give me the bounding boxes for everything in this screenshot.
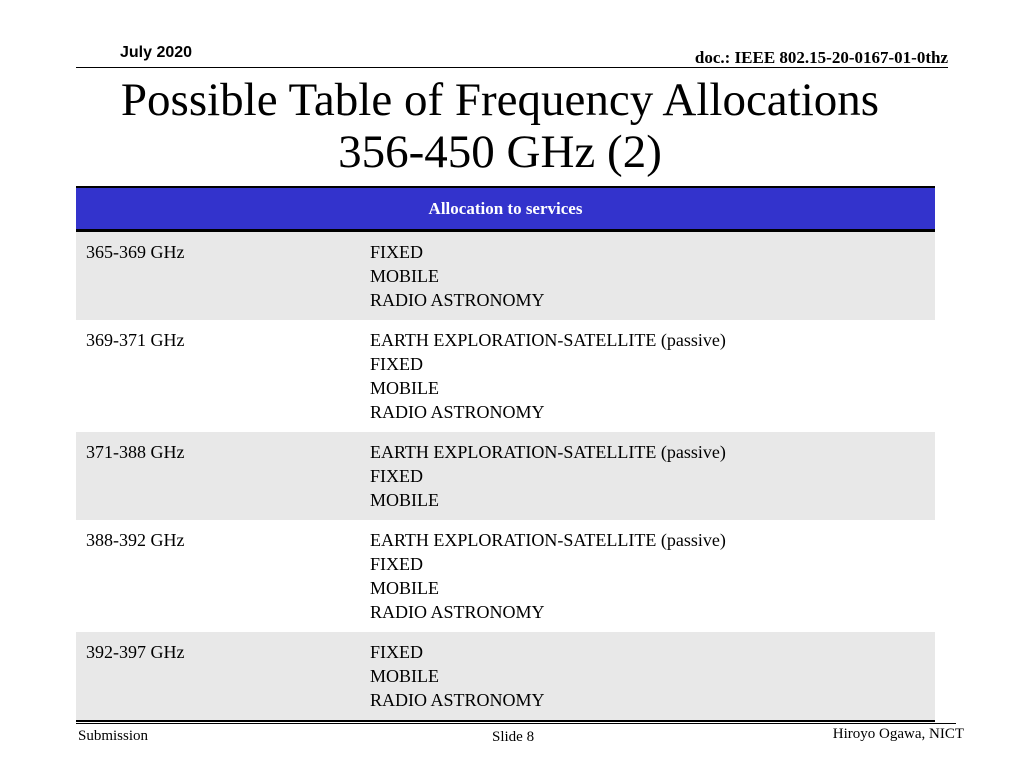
- services-cell: [350, 432, 935, 520]
- service-item: MOBILE: [370, 266, 439, 286]
- service-item: MOBILE: [370, 378, 439, 398]
- footer-slide-number: Slide 8: [492, 729, 535, 745]
- service-item: MOBILE: [370, 666, 439, 686]
- frequency-cell: 365-369 GHz: [76, 231, 350, 321]
- service-item: FIXED: [370, 466, 423, 486]
- service-item: EARTH EXPLORATION-SATELLITE (passive): [370, 330, 726, 350]
- table-row: [76, 632, 935, 721]
- service-item: RADIO ASTRONOMY: [370, 402, 545, 422]
- allocation-table: [76, 186, 935, 722]
- service-item: EARTH EXPLORATION-SATELLITE (passive): [370, 442, 726, 462]
- allocation-table-container: [76, 186, 935, 722]
- header-divider: [76, 67, 948, 68]
- header-doc-id: doc.: IEEE 802.15-20-0167-01-0thz: [694, 48, 948, 67]
- slide-title-line-2: 356-450 GHz (2): [338, 126, 662, 178]
- slide-title-line-1: Possible Table of Frequency Allocations: [120, 74, 880, 126]
- services-cell: [350, 632, 935, 721]
- footer-author: Hiroyo Ogawa, NICT: [832, 726, 964, 742]
- service-item: RADIO ASTRONOMY: [370, 290, 545, 310]
- service-item: MOBILE: [370, 490, 439, 510]
- services-cell: [350, 231, 935, 321]
- footer-divider: [76, 723, 956, 724]
- service-item: EARTH EXPLORATION-SATELLITE (passive): [370, 530, 726, 550]
- service-item: MOBILE: [370, 578, 439, 598]
- services-cell: [350, 320, 935, 432]
- table-row: [76, 520, 935, 632]
- header-date: July 2020: [120, 44, 193, 61]
- table-header: Allocation to services: [76, 187, 935, 231]
- frequency-cell: 371-388 GHz: [76, 432, 350, 520]
- service-item: FIXED: [370, 554, 423, 574]
- frequency-cell: 388-392 GHz: [86, 530, 185, 550]
- frequency-cell: 369-371 GHz: [86, 330, 185, 350]
- services-cell: [350, 520, 935, 632]
- service-item: FIXED: [370, 354, 423, 374]
- frequency-cell: 392-397 GHz: [76, 632, 350, 721]
- service-item: FIXED: [370, 642, 423, 662]
- table-row: [76, 432, 935, 520]
- table-body: [76, 231, 935, 722]
- table-row: [76, 231, 935, 321]
- slide-title: [70, 74, 930, 178]
- service-item: RADIO ASTRONOMY: [370, 690, 545, 710]
- service-item: FIXED: [370, 242, 423, 262]
- service-item: RADIO ASTRONOMY: [370, 602, 545, 622]
- footer-submission: Submission: [78, 728, 149, 744]
- table-row: [76, 320, 935, 432]
